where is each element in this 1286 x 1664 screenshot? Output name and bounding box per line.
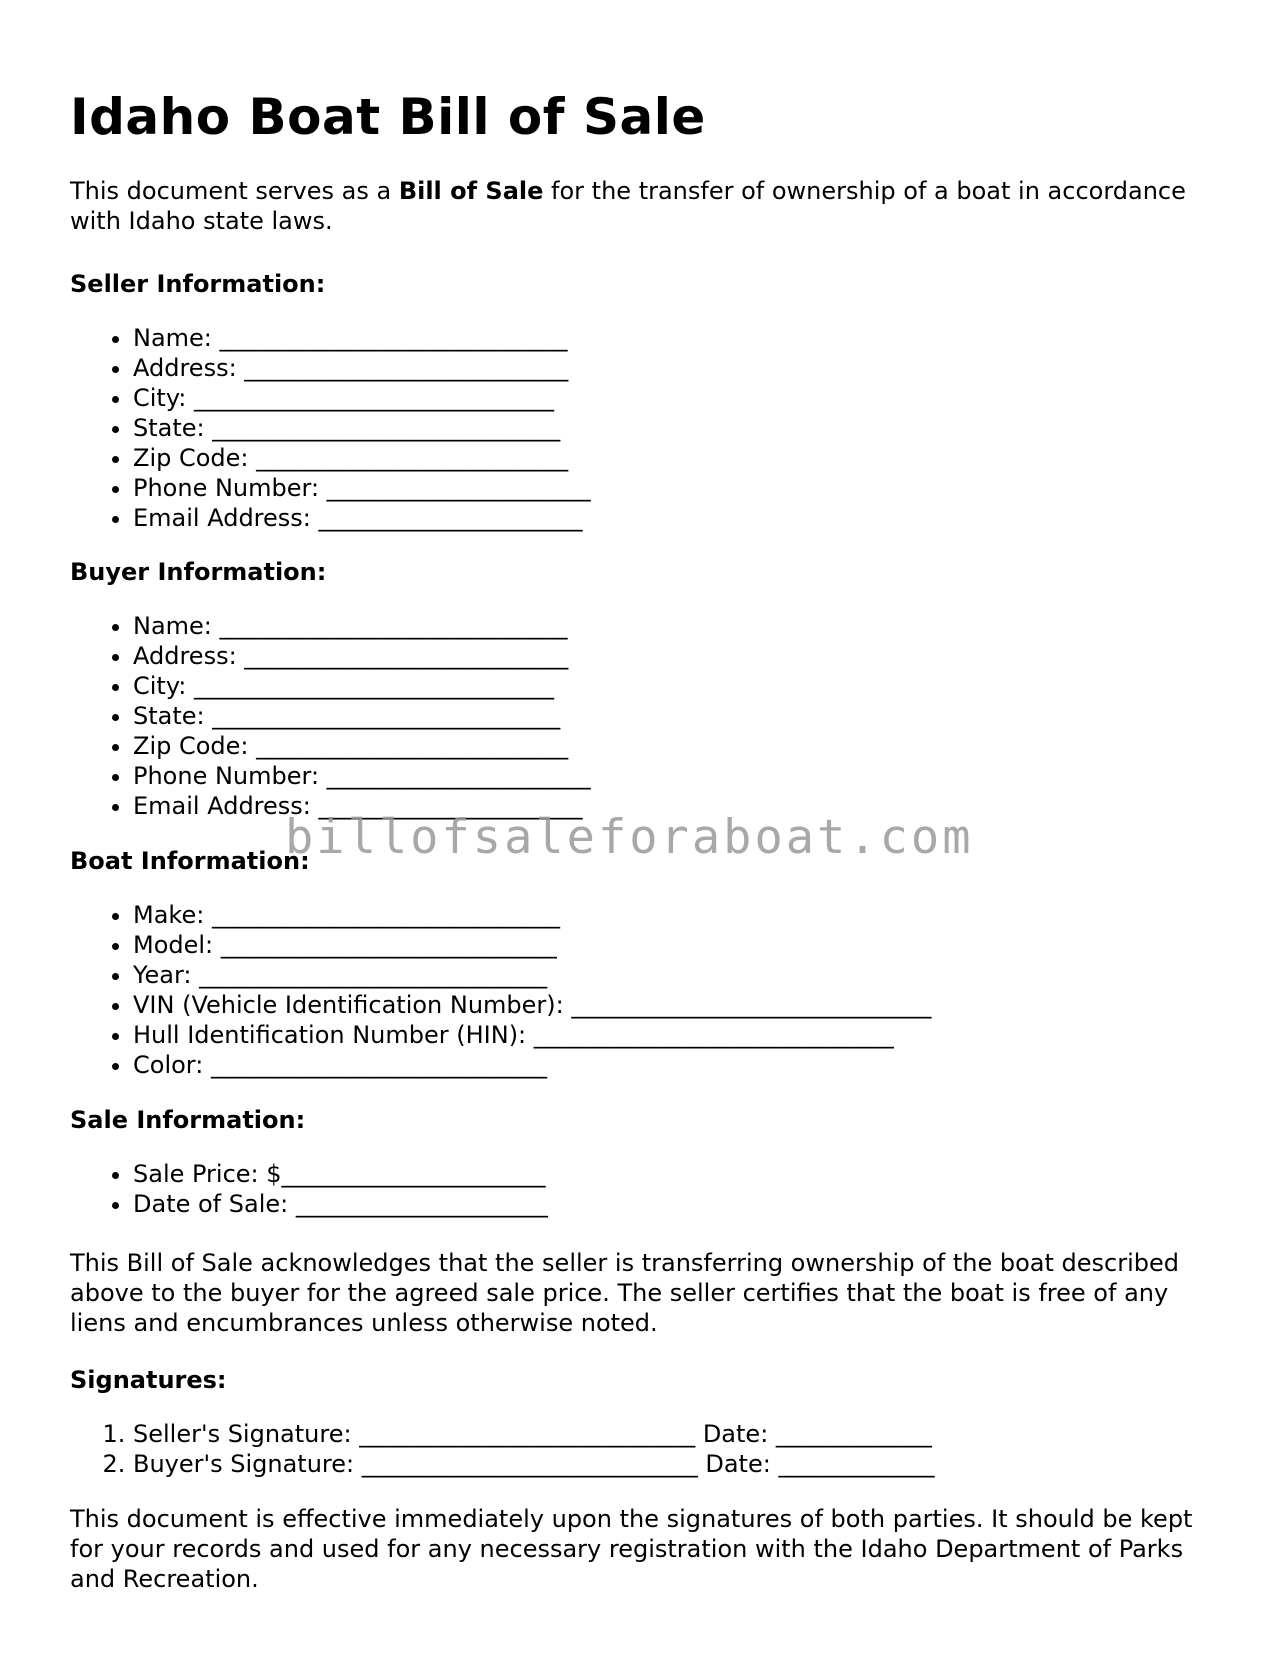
seller-fields-list <box>70 323 1220 533</box>
signatures-section <box>70 1365 1220 1479</box>
seller-field-email: • Email Address: ______________________ <box>133 503 1220 533</box>
buyer-fields-list <box>70 611 1220 821</box>
sale-section <box>70 1105 1220 1219</box>
intro-text-before: This document serves as a <box>70 177 399 205</box>
buyer-field-state: • State: _____________________________ <box>133 701 1220 731</box>
boat-field-make: • Make: _____________________________ <box>133 900 1220 930</box>
buyer-section <box>70 557 1220 821</box>
sale-heading: Sale Information: <box>70 1106 306 1134</box>
seller-heading: Seller Information: <box>70 270 326 298</box>
boat-fields-list <box>70 900 1220 1080</box>
seller-field-city: • City: ______________________________ <box>133 383 1220 413</box>
boat-field-vin: • VIN (Vehicle Identification Number): ______________________________ <box>133 990 1220 1020</box>
seller-field-state: • State: _____________________________ <box>133 413 1220 443</box>
sale-fields-list <box>70 1159 1220 1219</box>
closing-paragraph: This document is effective immediately upon the signatures of both parties. It should be kept for your records and used for any necessary registration with the Idaho Department of Parks and Recreation. <box>70 1505 1193 1593</box>
seller-field-phone: • Phone Number: ______________________ <box>133 473 1220 503</box>
signatures-list <box>70 1419 1220 1479</box>
boat-section <box>70 846 1220 1080</box>
boat-field-model: • Model: ____________________________ <box>133 930 1220 960</box>
buyer-field-zip: • Zip Code: __________________________ <box>133 731 1220 761</box>
seller-signature-line: 1. Seller's Signature: ____________________________ Date: _____________ <box>133 1419 1220 1449</box>
boat-field-year: • Year: _____________________________ <box>133 960 1220 990</box>
seller-section <box>70 269 1220 533</box>
seller-field-name: • Name: _____________________________ <box>133 323 1220 353</box>
sale-field-price: • Sale Price: $______________________ <box>133 1159 1220 1189</box>
boat-field-hin: • Hull Identification Number (HIN): ______________________________ <box>133 1020 1220 1050</box>
buyer-field-email: • Email Address: ______________________ <box>133 791 1220 821</box>
seller-field-zip: • Zip Code: __________________________ <box>133 443 1220 473</box>
watermark-text: billofsaleforaboat.com <box>285 810 974 865</box>
buyer-field-address: • Address: ___________________________ <box>133 641 1220 671</box>
acknowledgement-paragraph: This Bill of Sale acknowledges that the seller is transferring ownership of the boat described above to the buyer for the agreed sale price. The seller certifies that the boat is free of any liens and encumbrances unless otherwise noted. <box>70 1249 1179 1337</box>
sale-field-date: • Date of Sale: _____________________ <box>133 1189 1220 1219</box>
buyer-signature-line: 2. Buyer's Signature: ____________________________ Date: _____________ <box>133 1449 1220 1479</box>
intro-paragraph <box>70 176 1220 236</box>
boat-heading: Boat Information: <box>70 847 310 875</box>
seller-field-address: • Address: ___________________________ <box>133 353 1220 383</box>
buyer-field-name: • Name: _____________________________ <box>133 611 1220 641</box>
buyer-field-city: • City: ______________________________ <box>133 671 1220 701</box>
buyer-heading: Buyer Information: <box>70 558 327 586</box>
intro-bold-term: Bill of Sale <box>398 177 544 205</box>
buyer-field-phone: • Phone Number: ______________________ <box>133 761 1220 791</box>
boat-field-color: • Color: ____________________________ <box>133 1050 1220 1080</box>
intro-text-after: for the transfer of ownership of a boat in accordance with Idaho state laws. <box>70 177 1186 235</box>
signatures-heading: Signatures: <box>70 1366 227 1394</box>
page-title: Idaho Boat Bill of Sale <box>70 88 706 146</box>
